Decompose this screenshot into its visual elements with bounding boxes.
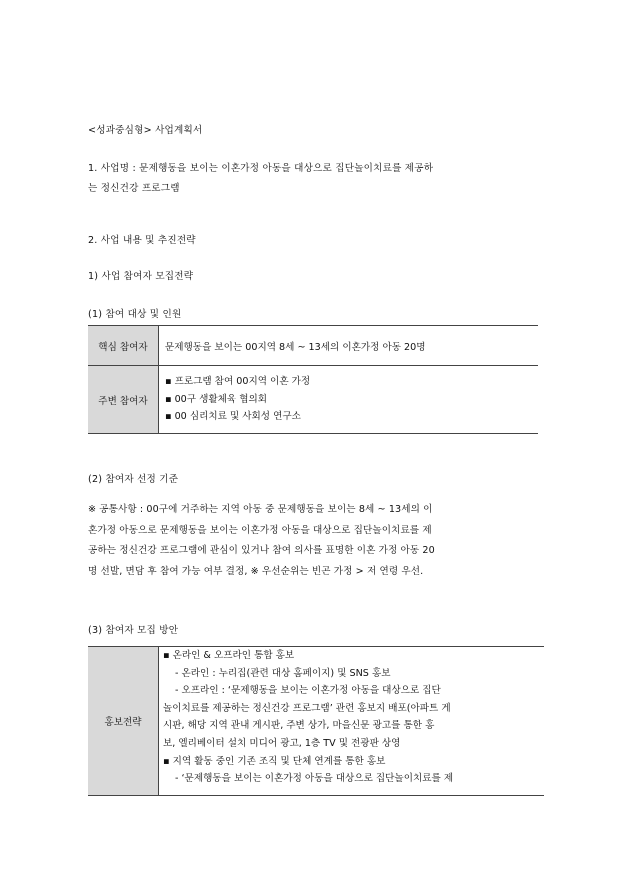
list-item: ▪ 프로그램 참여 00지역 이혼 가정 — [165, 373, 538, 391]
peripheral-list — [165, 373, 538, 426]
core-participants-value: 문제행동을 보이는 00지역 8세 ~ 13세의 이혼가정 아동 20명 — [159, 326, 539, 366]
project-name-line-2: 는 정신건강 프로그램 — [88, 183, 180, 194]
section-2-heading: 2. 사업 내용 및 추진전략 — [88, 235, 196, 246]
list-item: ▪ 지역 활동 중인 기존 조직 및 단체 연계를 통한 홍보 — [163, 753, 544, 771]
participants-table — [88, 325, 538, 434]
list-item: - 오프라인 : ‘문제행동을 보이는 이혼가정 아동을 대상으로 집단 — [175, 685, 441, 697]
subsection-1-heading: 1) 사업 참여자 모집전략 — [88, 271, 194, 282]
list-item: ▪ 00 심리치료 및 사회성 연구소 — [165, 408, 538, 426]
promotion-strategy-list — [163, 647, 544, 788]
list-item: 놀이치료를 제공하는 정신건강 프로그램’ 관련 홍보지 배포(아파트 게 — [163, 702, 451, 714]
selection-criteria-heading: (2) 참여자 선정 기준 — [88, 474, 179, 485]
core-participants-label: 핵심 참여자 — [88, 326, 159, 366]
peripheral-participants-cell — [159, 366, 539, 434]
promotion-strategy-label: 홍보전략 — [88, 647, 159, 796]
paragraph-line: 공하는 정신건강 프로그램에 관심이 있거나 참여 의사를 표명한 이혼 가정 아동 20 — [88, 545, 435, 556]
list-item: ▪ 00구 생활체육 협의회 — [165, 391, 538, 409]
paragraph-line: 혼가정 아동으로 문제행동을 보이는 이혼가정 아동을 대상으로 집단놀이치료를 제 — [88, 524, 432, 536]
selection-criteria-paragraph — [88, 500, 538, 582]
list-item: ▪ 온라인 & 오프라인 통합 홍보 — [163, 647, 544, 665]
list-item: 시판, 해당 지역 관내 게시판, 주변 상가, 마을신문 광고를 통한 홍 — [163, 720, 435, 732]
recruitment-table — [88, 646, 544, 796]
list-item: 보, 엘리베이터 설치 미디어 광고, 1층 TV 및 전광판 상영 — [163, 737, 401, 749]
participants-heading: (1) 참여 대상 및 인원 — [88, 309, 182, 320]
recruitment-heading: (3) 참여자 모집 방안 — [88, 625, 179, 636]
list-item: - ‘문제행동을 보이는 이혼가정 아동을 대상으로 집단놀이치료를 제 — [175, 773, 454, 785]
table-row — [88, 366, 538, 434]
paragraph-line: ※ 공통사항 : 00구에 거주하는 지역 아동 중 문제행동을 보이는 8세 ~ 13세의 이 — [88, 504, 433, 515]
table-row — [88, 326, 538, 366]
table-row — [88, 647, 544, 796]
promotion-strategy-cell — [159, 647, 545, 796]
list-item: - 온라인 : 누리집(관련 대상 홈페이지) 및 SNS 홍보 — [175, 667, 391, 679]
project-name-line-1: 1. 사업명 : 문제행동을 보이는 이혼가정 아동을 대상으로 집단놀이치료를 제공하 — [88, 163, 434, 174]
peripheral-participants-label: 주변 참여자 — [88, 366, 159, 434]
document-title: <성과중심형> 사업계획서 — [88, 125, 203, 136]
paragraph-line: 명 선발, 면담 후 참여 가능 여부 결정, ※ 우선순위는 빈곤 가정 > 저 연령 우선. — [88, 565, 424, 577]
